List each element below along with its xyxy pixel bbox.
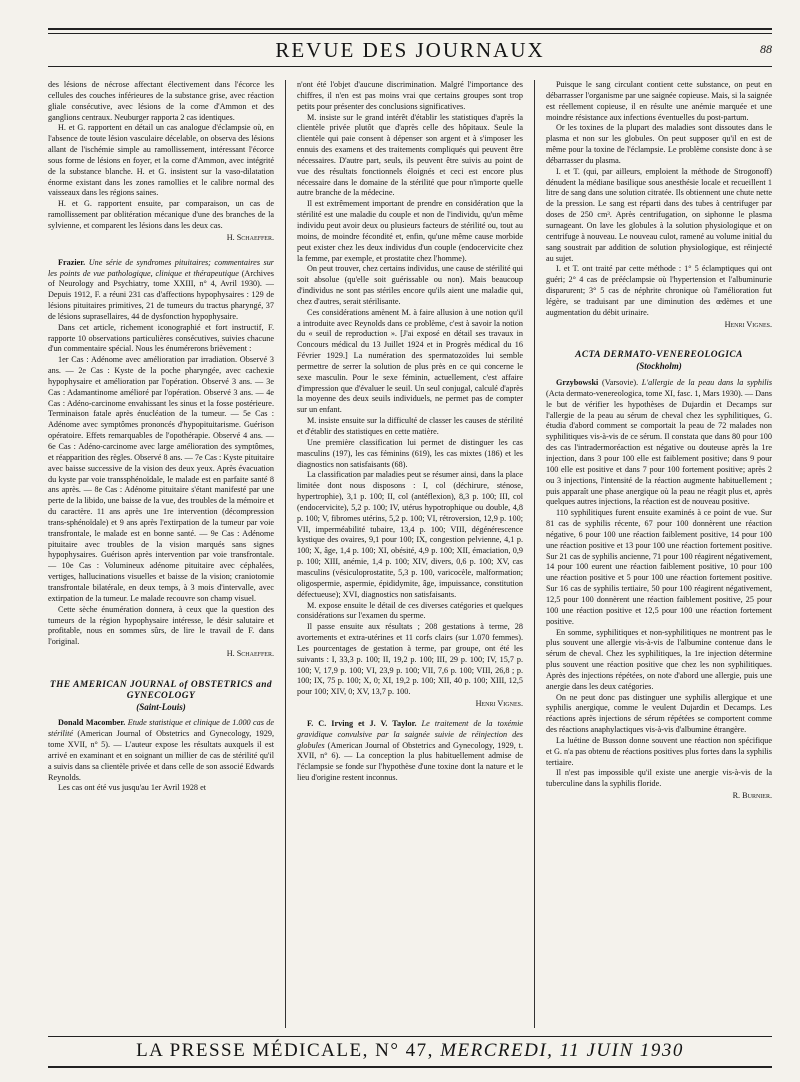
paragraph: M. expose ensuite le détail de ces diverses catégories et quelques considérations sur l'examen du sperme. [297, 600, 523, 621]
journal-section-place: (Saint-Louis) [136, 701, 186, 712]
journal-section-title: THE AMERICAN JOURNAL of OBSTETRICS and GYNECOLOGY [49, 679, 273, 701]
paragraph: Puisque le sang circulant contient cette substance, on peut en débarrasser l'organisme par une saignée copieuse. Mais, si la saignée est réellement copieuse, il en résulte une anémie marquée et une moindre résistance aux infections éventuelles du post-partum. [546, 80, 772, 122]
header-bottom-rule [48, 66, 772, 67]
paragraph: M. insiste sur le grand intérêt d'établir les statistiques d'après la clientèle privée plutôt que d'après celle des hôpitaux. Seule la clientèle qui paie consent à dépenser son argent et à s'imposer les ennuis des examens et des traitements compliqués qui peuvent être nécessaires. D'autre part, seuls, ils peuvent être suivis au point de vue des résultats fonctionnels éloignés et ceci est encore plus nécessaire dans le domaine de la stérilité que pour n'importe quelle autre branche de la médecine. [297, 112, 523, 198]
paragraph: Les cas ont été vus jusqu'au 1er Avril 1928 et [58, 783, 206, 793]
page-header [48, 38, 772, 64]
header-top-rule [48, 28, 772, 34]
signature: H. Schaeffer. [226, 232, 274, 242]
paragraph: La classification par maladies peut se résumer ainsi, dans la place limitée dont nous disposons : I, col (déchirure, sténose, hypertrophie), 3,1 p. 100; II, col (antéflexion), 8,3 p. 100; III, col (endocervicite), 5,2 p. 100; IV, utérus hypotrophique ou double, 4,8 p. 100; V, fibromes utérins, 5,2 p. 100; VI, rétroversion, 12,9 p. 100; VII, imperméabilité tubaire, 13,4 p. 100; VIII, dégénérescence kystique des ovaires, 9,1 pour 100; IX, congestion pelvienne, 4,1 p. 100; X, âge, 1,4 p. 100; XI, obésité, 4,9 p. 100; XII, émaciation, 0,9 p. 100; XIII, anémie, 1,4 p. 100; XIV, divers, 0,6 p. 100; XV, cas masculins (vésiculoprostatite, 5,3 p. 100, varicocèle, malformation; oligospermie, aspermie, épididymite, âge, impuissance, constitution défectueuse); XVI, diagnostics non satisfaisants. [297, 470, 523, 599]
paragraph: I. et T. ont traité par cette méthode : 1° 5 éclamptiques qui ont guéri; 2° 4 cas de prééclampsie où l'hypertension et l'albuminurie disparurent; 3° 5 cas de néphrite chronique où l'amélioration fut légère, se traduisant par une diminution des œdèmes et une augmentation du débit urinaire. [546, 264, 772, 317]
paragraph: En somme, syphilitiques et non-syphilitiques ne montrent pas le plus souvent une allergie vis-à-vis de l'albumine contenue dans le sérum de cheval. Chez les syphilitiques, la 1re injection détermine plus souvent une réaction positive que chez les non syphilitiques. Après des injections répétées, on note d'abord une allergie, puis une anergie dans les deux catégories. [546, 627, 772, 691]
paragraph: Or les toxines de la plupart des maladies sont dissoutes dans le plasma et non sur les globules. On peut supposer qu'il en est de même pour la toxine de l'éclampsie. Le problème consiste donc à se débarrasser du plasma. [546, 123, 772, 165]
signature: H. Schaeffer. [226, 649, 274, 659]
paragraph: H. et G. rapportent en détail un cas analogue d'éclampsie où, en l'absence de toute lésion vasculaire décelable, on observa des lésions allant de l'ischémie simple au ramollissement, intéressant l'écorce sous forme de lésions en foyer, et la corne d'Ammon, avec intégrité de la substance blanche. H. et G. insistent sur la vaso-dilatation énorme existant dans les zones ramollies et le calibre normal des vaisseaux dans les régions saines. [48, 123, 274, 198]
author: F. C. Irving et J. V. Taylor. [307, 718, 417, 728]
footer-bottom-rule [48, 1066, 772, 1068]
paragraph: 1er Cas : Adénome avec amélioration par irradiation. Observé 3 ans. — 2e Cas : Kyste de la poche pharyngée, avec cachexie hypophysaire et amélioration par l'opération. Observé 3 ans. — 3e Cas : Adamantinome amélioré par l'opération. Observé 3 ans. — 4e Cas : Adéno-carcinome envahissant les sinus et la fosse postérieure. Terminaison fatale après énucléation de la tumeur. — 5e Cas : Adénome avec symptômes prononcés d'hypopituitarisme. Guérison opératoire. Effets remarquables de l'opothérapie. Observé 4 ans. — 6e Cas : Adéno-carcinome avec large amélioration des symptômes, et réapparition des règles. Observé 8 ans. — 7e Cas : Kyste pituitaire avec baisse successive de la vision des deux yeux. Après évacuation du kyste par voie transsphénoïdale, le malade est en parfaite santé 8 ans après. — 8e Cas : Adénome pituitaire s'étant manifesté par une perte de la libido, une baisse de la vue, des troubles de la mémoire et du caractère. 11 ans après une 1re intervention (décompression trans-sphénoïdale) et 9 ans après l'extirpation de la tumeur par voie transfrontale, le malade est en bonne santé. — 9e Cas : Adénome pituitaire avec troubles de la vision marqués sans signes hypophysaires. Guérison après intervention par voie transfrontale. — 10e Cas : Volumineux adénome pituitaire avec céphalées, vertiges, hallucinations visuelles et baisse de la vision; craniotomie transfrontale bilatérale, en deux temps, à 3 mois d'intervalle, avec extirpation de la tumeur. Le malade recouvre son champ visuel. [48, 355, 274, 603]
abstract-intro [297, 719, 523, 784]
signature: Henri Vignes. [475, 699, 523, 709]
spacer [48, 664, 274, 674]
paragraph: Ces considérations amènent M. à faire allusion à une notion qu'il a introduite avec Reynolds dans ce problème, c'est à savoir la notion du « seuil de reproduction ». [J'ai exposé en détail ses travaux in Concours médical du 13 Juillet 1924 et in Progrès médical du 16 Février 1929.] La numération des spermatozoïdes lui semble permettre de serrer la solution de plus près en ce qui concerne le sexe masculin. Pour le sexe féminin, actuellement, c'est affaire d'impression que d'évaluer le seuil. Un seul conjugal, calculé d'après la moyenne des deux seuils individuels, ne permet pas de compter sur un enfant. [297, 307, 523, 415]
column-2 [297, 80, 523, 1028]
running-title: REVUE DES JOURNAUX [275, 38, 545, 62]
paragraph: On peut trouver, chez certains individus, une cause de stérilité qui soit absolue (qu'elle soit guérissable ou non). Mais beaucoup d'individus ne sont pas stériles encore qu'ils aient une maladie qui, chez d'autres, serait stérilisante. [297, 264, 523, 306]
spacer [48, 248, 274, 258]
signature: Henri Vignes. [724, 319, 772, 329]
article-reference: (Archives of Neurology and Psychiatry, tome XXIII, n° 4, Avril 1930). — Depuis 1912, F. a réuni 231 cas d'affections hypophysaires : 129 de lésions pituitaires primitives, 21 de tumeurs du tractus pharyngé, 37 de lésions suprasellaires, 44 de dysfonction hypophysaire. [48, 268, 274, 321]
column-3 [546, 80, 772, 1028]
spacer [546, 334, 772, 344]
article-title: Une série de syndromes pituitaires; commentaires sur les points de vue pathologique, clinique et thérapeutique [48, 257, 274, 278]
issue-date: MERCREDI, 11 JUIN 1930 [440, 1040, 684, 1061]
column-1 [48, 80, 274, 1028]
column-divider [534, 80, 535, 1028]
paragraph: La luétine de Busson donne souvent une réaction non spécifique et G. n'a pas obtenu de réactions positives plus fortes dans la syphilis tertiaire. [546, 735, 772, 767]
paragraph: Une première classification lui permet de distinguer les cas masculins (197), les cas féminins (619), les cas mixtes (186) et les diagnostics non satisfaisants (68). [297, 437, 523, 469]
abstract-intro [48, 258, 274, 323]
paragraph: Dans cet article, richement iconographié et fort instructif, F. rapporte 10 observations particulières consécutives, suivies chacune d'un commentaire spécial. Nous les énumérerons brièvement : [48, 322, 274, 354]
paragraph: n'ont été l'objet d'aucune discrimination. Malgré l'importance des chiffres, il n'en est pas moins vrai que certains groupes sont trop petits pour présenter des conclusions significatives. [297, 80, 523, 111]
column-divider [285, 80, 286, 1028]
paragraph: On ne peut donc pas distinguer une syphilis allergique et une syphilis anergique, comme le veulent Dujardin et Decamps. Les réactions après injections de sérum répétées se comportent comme des réactions anaphylactiques vis-à-vis d'albumine étrangère. [546, 692, 772, 735]
paragraph: M. insiste ensuite sur la difficulté de classer les causes de stérilité et d'établir des statistiques en cette matière. [297, 416, 523, 436]
abstract-intro [48, 718, 274, 783]
paragraph: Il est extrêmement important de prendre en considération que la stérilité est une maladie du couple et non de l'individu, qu'un même individu peut avoir deux ou plusieurs facteurs de stérilité ou, tout au moins, de moindre fécondité et, enfin, qu'une même cause morbide peut exister chez les deux individus d'un couple (endocervicite chez la femme, par exemple, et prostatite chez l'homme). [297, 199, 523, 263]
issue-number: N° 47, [375, 1040, 434, 1061]
paragraph: 110 syphilitiques furent ensuite examinés à ce point de vue. Sur 81 cas de syphilis récente, 67 pour 100 donnèrent une réaction négative, 6 pour 100 une réaction faiblement positive, 14 pour 100 une réaction positive et 13 pour 100 une réaction fortement positive. Sur 21 cas de syphilis ancienne, 71 pour 100 réagirent négativement, 14 pour 100 eurent une réaction faiblement positive, 10 pour 100 une réaction positive et 5 pour 100 une réaction fortement positive. Sur 16 cas de syphilis tertiaire, 50 pour 100 réagirent négativement, 12,5 pour 100 donnèrent une réaction faiblement positive, 25 pour 100 une réaction positive et 12,5 pour 100 une réaction fortement positive. [546, 508, 772, 626]
article-reference: (Acta dermato-venereologica, tome XI, fasc. 1, Mars 1930). — Dans le but de vérifier les hypothèses de Dujardin et Decamps sur l'allergie de la peau au sérum de cheval chez les syphilitiques, G. étudia d'abord comment se comportait la peau de 72 malades non syphilitiques vis-à-vis de ce sérum. Il constata que dans 80 pour 100 des cas l'intradermoréaction est négative ou douteuse après la 1re injection, dans 3 pour 100 elle est faiblement positive; dans 9 pour 100 elle est positive et dans 7 pour 100 fortement positive; après 2 ou 3 injections, l'intensité de la réaction augmente habituellement ; puis apparaît une phase anergique où la peau ne réagit plus et, après quelques autres injections, la réaction est de nouveau positive. [546, 388, 772, 507]
paragraph: Cette sèche énumération donnera, à ceux que la question des tumeurs de la région hypophysaire intéresse, le désir salutaire et profitable, nous en sommes sûrs, de lire le travail de F. dans l'original. [48, 604, 274, 647]
paragraph: Il passe ensuite aux résultats ; 208 gestations à terme, 28 avortements et extra-utérines et 11 corfs clairs (sur 1.070 femmes). Les pourcentages de gestation à terme, par groupe, ont été les suivants : I, 33,3 p. 100; II, 19,2 p. 100; III, 29 p. 100; IV, 15,7 p. 100; V, 17,9 p. 100; VI, 23,9 p. 100; VII, 7,6 p. 100; VIII, 26,8 ; p. 100; IX, 75 p. 100; X, 0; XI, 19,2 p. 100; XII, 40 p. 100; XIII, 12,5 pour 100; XIV, 0; XV, 13,7 p. 100. [297, 622, 523, 697]
article-title: Le traitement de la toxémie gravidique convulsive par la saignée suivie de réinjection des globules [297, 718, 523, 750]
page-footer [48, 1040, 772, 1062]
article-reference: (American Journal of Obstetrics and Gynecology, 1929, tome XVII, n° 5). — L'auteur expose les résultats auxquels il est arrivé en examinant et en soignant un millier de cas de stérilité qu'il a suivis dans sa clientèle privée et dans celle de son associé Edwards Reynolds. [48, 729, 274, 782]
paragraph: H. et G. rapportent ensuite, par comparaison, un cas de ramollissement par oblitération mécanique d'une des branches de la sylvienne, et comparent les lésions dans les deux cas. [48, 199, 274, 230]
author: Donald Macomber. [58, 718, 126, 728]
journal-name: LA PRESSE MÉDICALE, [136, 1040, 369, 1061]
footer-top-rule [48, 1036, 772, 1037]
author: Frazier. [58, 257, 86, 267]
paragraph: I. et T. (qui, par ailleurs, emploient la méthode de Strogonoff) dénudent la médiane basilique sous anesthésie locale et recueillent 1 litre de sang dans une solution citratée. Ils obtiennent une chute nette de la pression. Le sang est réparti dans des tubes à centrifuger par doses de 250 cm³. Après centrifugation, on siphonne le plasma surnageant. On lave les globules à la solution physiologique et on centrifuge à nouveau. Le nouveau culot, ramené au volume initial du sang soustrait par addition de solution physiologique, est réinjecté au sujet. [546, 166, 772, 263]
article-title: Etude statistique et clinique de 1.000 cas de stérilité [48, 718, 274, 739]
author-place: (Varsovie). [601, 378, 639, 388]
page-number: 88 [760, 42, 772, 56]
journal-section-place: (Stockholm) [636, 361, 682, 372]
three-column-body [48, 80, 772, 1028]
article-title: L'allergie de la peau dans la syphilis [641, 378, 772, 388]
article-reference: (American Journal of Obstetrics and Gynecology, 1929, t. XVII, n° 6). — La conception la plus habituellement admise de l'éclampsie se fonde sur l'hypothèse d'une toxine dont la nature et le lieu d'origine restent inconnus. [297, 740, 523, 783]
journal-section-title: ACTA DERMATO-VENEREOLOGICA [575, 350, 743, 361]
abstract-intro [546, 378, 772, 508]
author: Grzybowski [556, 378, 599, 388]
signature: R. Burnier. [732, 791, 772, 801]
paragraph: des lésions de nécrose affectant électivement dans l'écorce les cellules des couches inférieures de la substance grise, avec réaction gliale consécutive, avec lésions de la corne d'Ammon et des ganglions centraux. Neuburger rapporta 2 cas identiques. [48, 80, 274, 122]
paragraph: Il n'est pas impossible qu'il existe une anergie vis-à-vis de la tuberculine dans la syphilis floride. [546, 768, 772, 789]
